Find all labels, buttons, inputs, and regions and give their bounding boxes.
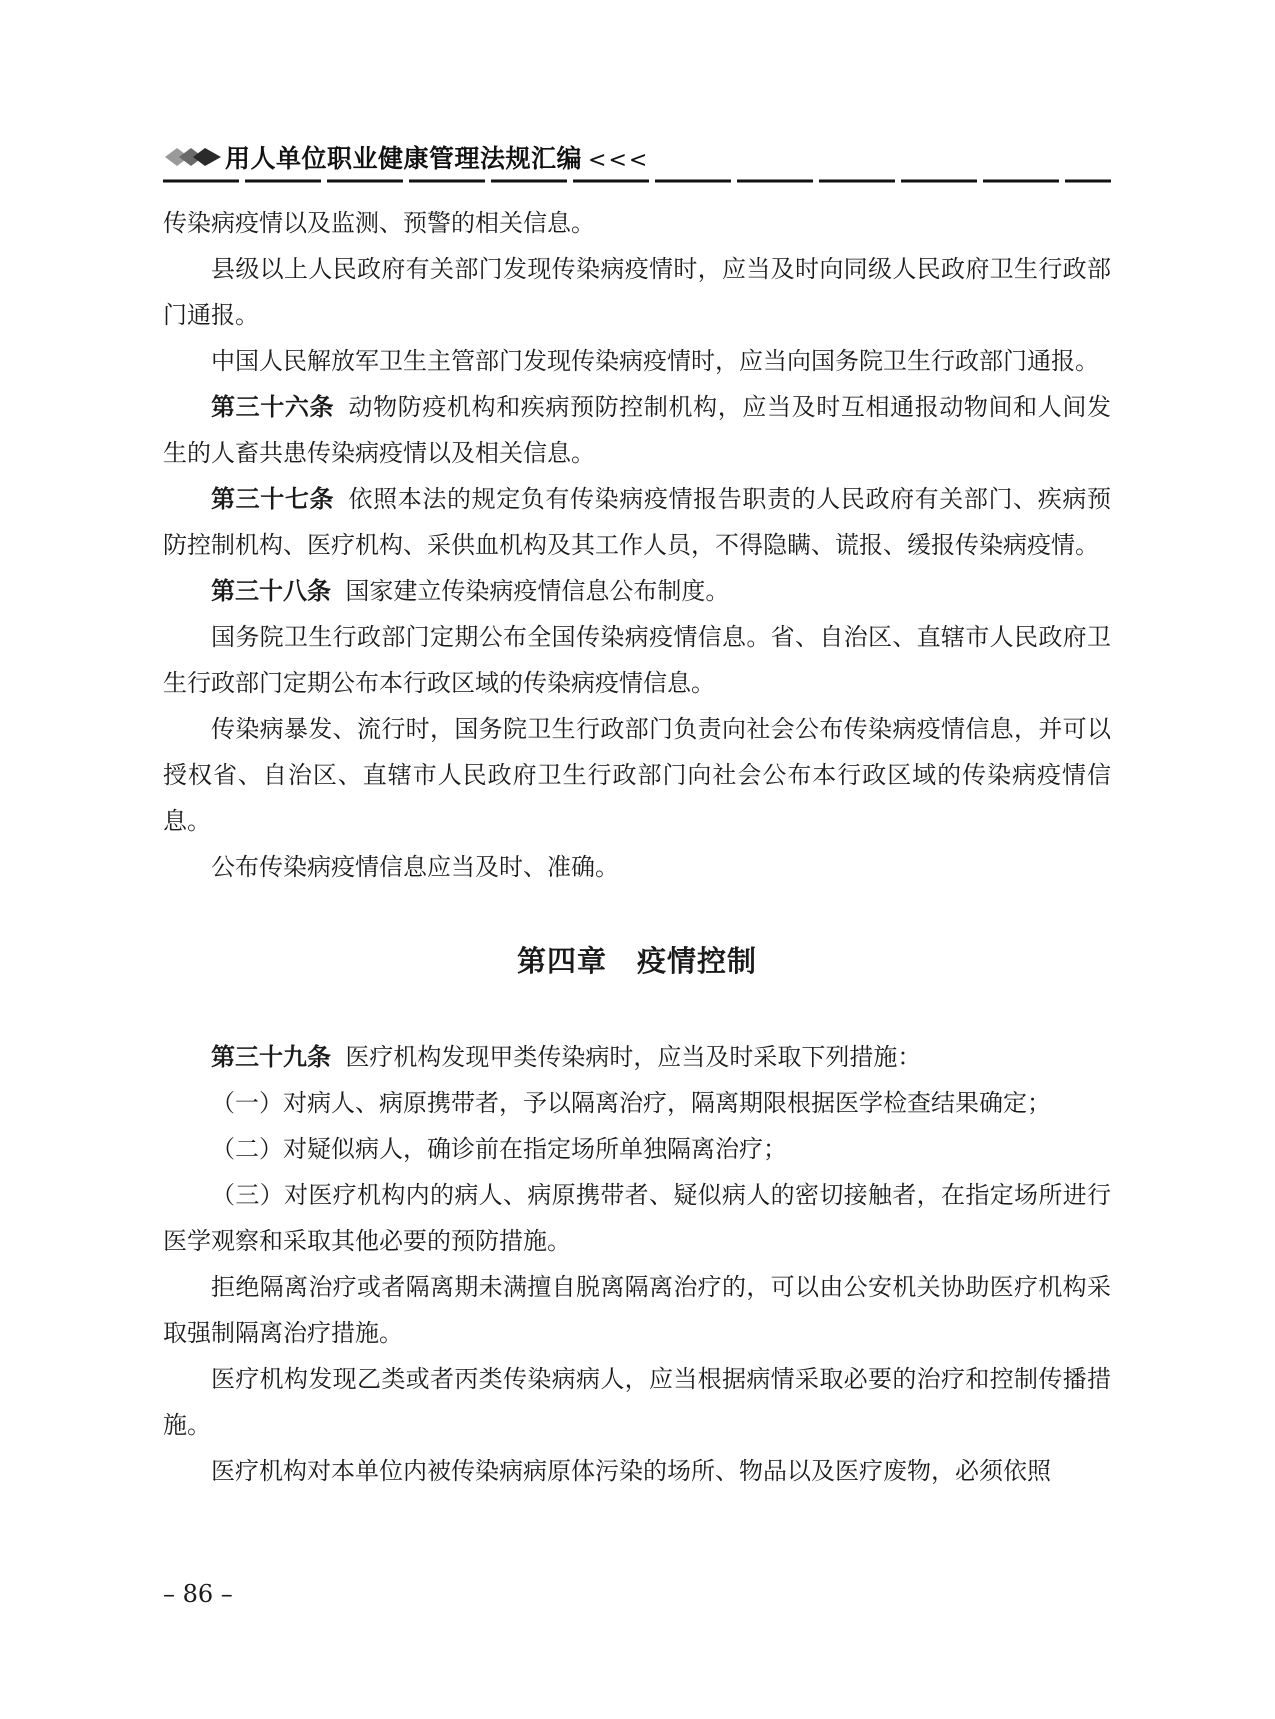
- article-number: 第三十九条: [211, 1043, 331, 1071]
- paragraph-text: 国家建立传染病疫情信息公布制度。: [345, 577, 730, 605]
- paragraph: [163, 476, 1111, 568]
- paragraph-text: 传染病疫情以及监测、预警的相关信息。: [163, 209, 595, 237]
- paragraph: [163, 1448, 1111, 1494]
- paragraph: [163, 1080, 1111, 1126]
- paragraph-text: 国务院卫生行政部门定期公布全国传染病疫情信息。省、自治区、直辖市人民政府卫生行政部门定期公布本行政区域的传染病疫情信息。: [163, 623, 1111, 697]
- paragraphs-before-chapter: [163, 200, 1111, 890]
- article-number: 第三十八条: [211, 577, 331, 605]
- paragraph: [163, 1172, 1111, 1264]
- page-number: – 86 –: [163, 1580, 233, 1608]
- paragraph-text: （一）对病人、病原携带者，予以隔离治疗，隔离期限根据医学检查结果确定；: [211, 1089, 1051, 1117]
- paragraph: [163, 1034, 1111, 1080]
- paragraph: [163, 384, 1111, 476]
- header-dashed-rule: [163, 179, 1111, 183]
- paragraph: [163, 1126, 1111, 1172]
- header-title-text: 用人单位职业健康管理法规汇编: [225, 144, 583, 173]
- paragraph: [163, 338, 1111, 384]
- paragraph-text: 医疗机构发现甲类传染病时，应当及时采取下列措施：: [345, 1043, 922, 1071]
- paragraph-text: 依照本法的规定负有传染病疫情报告职责的人民政府有关部门、疾病预防控制机构、医疗机构、采供血机构及其工作人员，不得隐瞒、谎报、缓报传染病疫情。: [163, 485, 1112, 559]
- paragraph-text: 中国人民解放军卫生主管部门发现传染病疫情时，应当向国务院卫生行政部门通报。: [211, 347, 1099, 375]
- paragraph-text: 医疗机构发现乙类或者丙类传染病病人，应当根据病情采取必要的治疗和控制传播措施。: [163, 1365, 1111, 1439]
- article-number: 第三十六条: [211, 393, 335, 421]
- page-body: [163, 200, 1111, 1494]
- chapter-title: 第四章 疫情控制: [516, 944, 757, 978]
- paragraph-text: 传染病暴发、流行时，国务院卫生行政部门负责向社会公布传染病疫情信息，并可以授权省、自治区、直辖市人民政府卫生行政部门向社会公布本行政区域的传染病疫情信息。: [163, 715, 1111, 835]
- running-header: [163, 135, 1111, 183]
- paragraph: [163, 706, 1111, 844]
- paragraph: [163, 1264, 1111, 1356]
- paragraph: [163, 568, 1111, 614]
- paragraph: [163, 246, 1111, 338]
- diamond-arrows-logo-icon: [163, 145, 223, 169]
- paragraph-text: 公布传染病疫情信息应当及时、准确。: [211, 853, 619, 881]
- article-number: 第三十七条: [211, 485, 335, 513]
- paragraph: [163, 614, 1111, 706]
- paragraph: [163, 844, 1111, 890]
- header-arrows: <<<: [588, 148, 650, 173]
- paragraph: [163, 200, 1111, 246]
- paragraph: [163, 1356, 1111, 1448]
- paragraph-text: 医疗机构对本单位内被传染病病原体污染的场所、物品以及医疗废物，必须依照: [211, 1457, 1051, 1485]
- paragraph-text: 动物防疫机构和疾病预防控制机构，应当及时互相通报动物间和人间发生的人畜共患传染病疫情以及相关信息。: [163, 393, 1112, 467]
- paragraph-text: 拒绝隔离治疗或者隔离期未满擅自脱离隔离治疗的，可以由公安机关协助医疗机构采取强制隔离治疗措施。: [163, 1273, 1111, 1347]
- header-title: [225, 139, 649, 175]
- paragraph-text: （三）对医疗机构内的病人、病原携带者、疑似病人的密切接触者，在指定场所进行医学观察和采取其他必要的预防措施。: [163, 1181, 1111, 1255]
- paragraphs-after-chapter: [163, 1034, 1111, 1494]
- paragraph-text: 县级以上人民政府有关部门发现传染病疫情时，应当及时向同级人民政府卫生行政部门通报。: [163, 255, 1111, 329]
- paragraph-text: （二）对疑似病人，确诊前在指定场所单独隔离治疗；: [211, 1135, 787, 1163]
